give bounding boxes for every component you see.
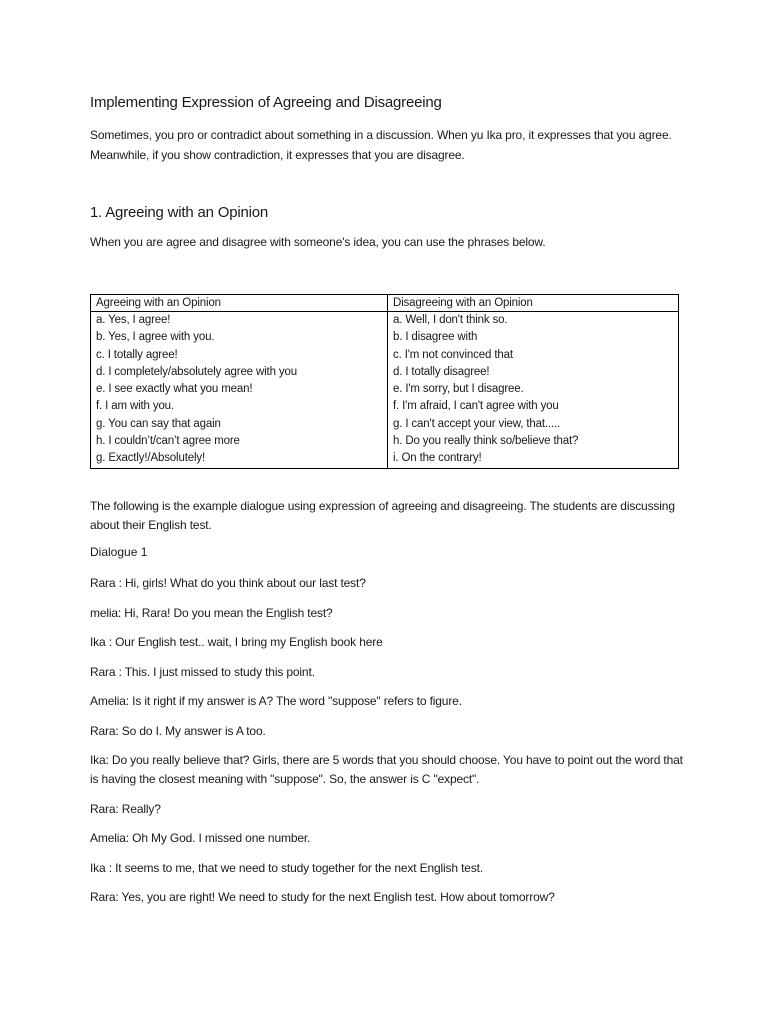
example-intro-paragraph: The following is the example dialogue using expression of agreeing and disagreeing. The students are discussing about their English test. — [90, 499, 675, 532]
table-row — [91, 312, 679, 469]
agreeing-phrase: g. Exactly!/Absolutely! — [96, 452, 206, 465]
disagreeing-phrase: d. I totally disagree! — [393, 365, 490, 378]
disagreeing-phrase: c. I'm not convinced that — [393, 348, 513, 361]
dialogue-title: Dialogue 1 — [90, 545, 148, 559]
dialogue-line: Amelia: Oh My God. I missed one number. — [90, 831, 311, 845]
disagreeing-phrases-cell — [388, 312, 679, 469]
dialogue-line: Ika: Do you really believe that? Girls, there are 5 words that you should choose. You have to point out the word that is having the closest meaning with "suppose". So, the answer is C "expect". — [90, 753, 683, 786]
disagreeing-phrase: b. I disagree with — [393, 331, 478, 344]
dialogue-line: Ika : It seems to me, that we need to study together for the next English test. — [90, 860, 484, 875]
agreeing-phrases-cell — [91, 312, 388, 469]
agreeing-phrase: f. I am with you. — [96, 400, 174, 413]
disagreeing-phrase: i. On the contrary! — [393, 452, 482, 465]
intro-paragraph: Sometimes, you pro or contradict about something in a discussion. When yu Ika pro, it expresses that you agree. Meanwhile, if you show contradiction, it expresses that you are disagree. — [90, 128, 672, 162]
document-title: Implementing Expression of Agreeing and Disagreeing — [90, 94, 442, 111]
agreeing-phrase: g. You can say that again — [96, 417, 221, 430]
dialogue-line: Rara : This. I just missed to study this point. — [90, 664, 315, 679]
dialogue-line: Rara : Hi, girls! What do you think about our last test? — [90, 576, 366, 590]
header-disagreeing: Disagreeing with an Opinion — [388, 295, 679, 312]
dialogue-line: Amelia: Is it right if my answer is A? The word "suppose" refers to figure. — [90, 694, 462, 708]
agreeing-phrase: h. I couldn’t/can’t agree more — [96, 435, 240, 448]
header-agreeing: Agreeing with an Opinion — [91, 295, 388, 312]
disagreeing-phrase: g. I can't accept your view, that..... — [393, 417, 561, 430]
disagreeing-phrase: f. I'm afraid, I can't agree with you — [393, 400, 559, 413]
dialogue-line: Ika : Our English test.. wait, I bring my English book here — [90, 635, 383, 649]
agreeing-phrase: a. Yes, I agree! — [96, 314, 171, 326]
disagreeing-phrase: e. I'm sorry, but I disagree. — [393, 383, 524, 396]
dialogue-line: Rara: Really? — [90, 801, 161, 816]
disagreeing-phrase: h. Do you really think so/believe that? — [393, 435, 579, 448]
disagreeing-phrase: a. Well, I don't think so. — [393, 314, 508, 326]
agreeing-phrase: b. Yes, I agree with you. — [96, 331, 215, 344]
agreeing-phrase: c. I totally agree! — [96, 348, 178, 361]
table-header-row — [91, 295, 679, 312]
dialogue-line: melia: Hi, Rara! Do you mean the English test? — [90, 605, 333, 620]
section-heading: 1. Agreeing with an Opinion — [90, 204, 269, 221]
dialogue-list — [90, 574, 690, 918]
section-intro-paragraph: When you are agree and disagree with someone's idea, you can use the phrases below. — [90, 235, 546, 249]
dialogue-line: Rara: So do I. My answer is A too. — [90, 723, 266, 738]
agreeing-phrase: e. I see exactly what you mean! — [96, 383, 253, 396]
dialogue-line: Rara: Yes, you are right! We need to study for the next English test. How about tomorrow? — [90, 890, 555, 904]
agreeing-phrase: d. I completely/absolutely agree with you — [96, 365, 297, 378]
phrases-table — [90, 294, 679, 469]
